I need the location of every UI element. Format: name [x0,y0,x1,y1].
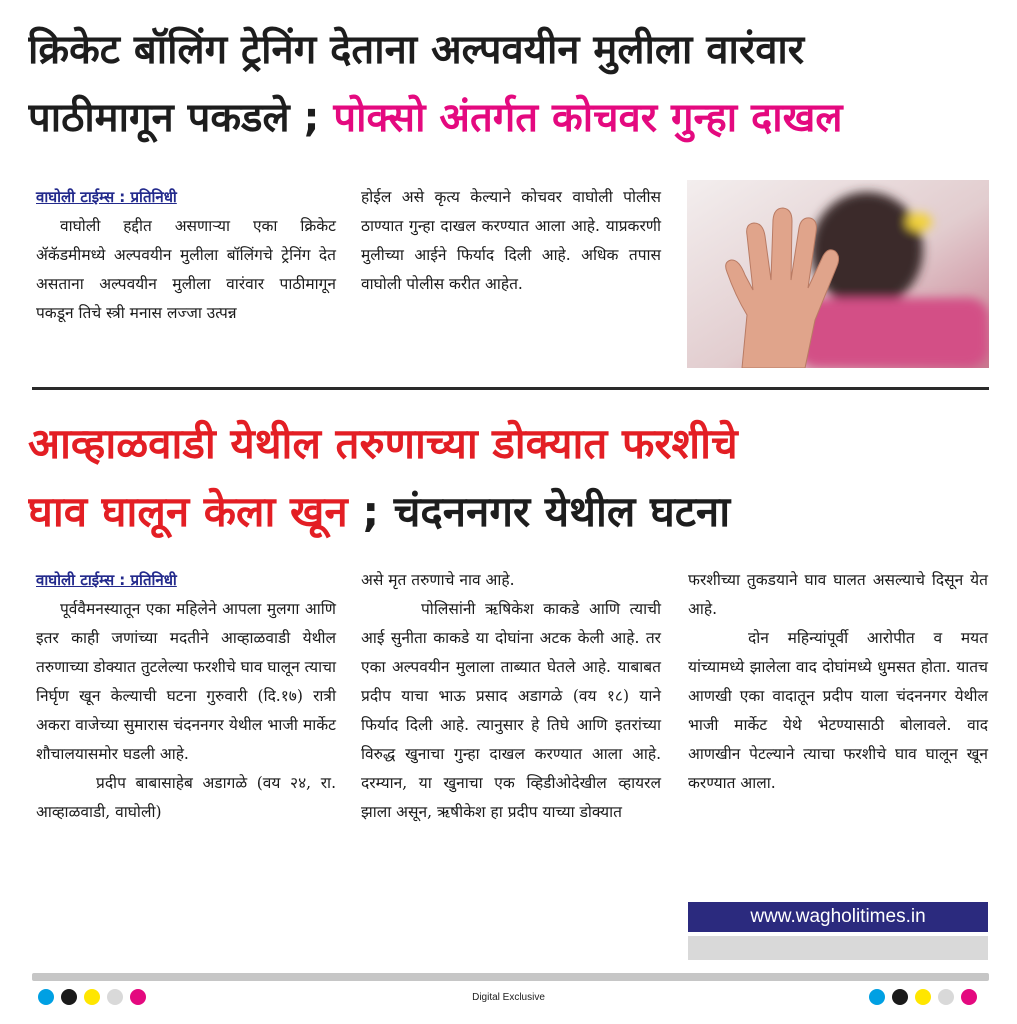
raised-hand-illustration [687,180,989,368]
article1-headline-line1: क्रिकेट बॉलिंग ट्रेनिंग देताना अल्पवयीन मुलीला वारंवार [28,27,805,73]
article2-headline-line2 [28,478,993,546]
article1-headline-pink-part: पोक्सो अंतर्गत कोचवर गुन्हा दाखल [333,95,843,141]
registration-dots-right [869,989,977,1005]
article2-paragraph-3: असे मृत तरुणाचे नाव आहे. [361,571,515,589]
section-divider [32,387,989,390]
article2-column-1 [36,566,336,827]
article1-paragraph-1: वाघोली हद्दीत असणाऱ्या एका क्रिकेट ॲकॅडमीमध्ये अल्पवयीन मुलीला बॉलिंगचे ट्रेनिंग देत असताना अल्पवयीन मुलीला वारंवार पाठीमागून पकडून तिचे स्त्री मनास लज्जा उत्पन्न [36,217,336,322]
website-url-banner[interactable]: www.wagholitimes.in [688,902,988,932]
article2-column-3 [688,566,988,798]
article2-headline-dark-part: ; चंदननगर येथील घटना [362,487,731,536]
article1-photo [687,180,989,368]
article1-headline-dark-part: पाठीमागून पकडले ; [28,95,334,141]
article1-column-2 [361,183,661,299]
article2-paragraph-1: पूर्ववैमनस्यातून एका महिलेने आपला मुलगा आणि इतर काही जणांच्या मदतीने आव्हाळवाडी येथील तरुणाच्या डोक्यात तुटलेल्या फरशीचे घाव घालून त्याचा निर्घृण खून केल्याची घटना गुरुवारी (दि.१७) रात्री अकरा वाजेच्या सुमारास चंदननगर येथील भाजी मार्केट शौचालयासमोर घडली आहे. [36,600,336,763]
footer-label: Digital Exclusive [472,992,545,1003]
article2-headline-red-part: घाव घालून केला खून [28,487,363,536]
magenta-dot [961,989,977,1005]
cyan-dot [869,989,885,1005]
article2-column-2 [361,566,661,827]
article2-paragraph-6: दोन महिन्यांपूर्वी आरोपीत व मयत यांच्यामध्ये झालेला वाद दोघांमध्ये धुमसत होता. यातच आणखी एका वादातून प्रदीप याला चंदननगर येथील भाजी मार्केट येथे भेटण्यासाठी बोलावले. वाद आणखीन पेटल्याने त्याचा फरशीचे घाव घालून खून करण्यात आला. [688,629,988,792]
article2-paragraph-5: फरशीच्या तुकडयाने घाव घालत असल्याचे दिसून येत आहे. [688,571,988,618]
article1-headline-line2 [28,84,993,152]
grey-strip [688,936,988,960]
article2-headline-line1: आव्हाळवाडी येथील तरुणाच्या डोक्यात फरशीचे [28,419,738,468]
article2-paragraph-4: पोलिसांनी ऋषिकेश काकडे आणि त्याची आई सुनीता काकडे या दोघांना अटक केली आहे. तर एका अल्पवयीन मुलाला ताब्यात घेतले आहे. याबाबत प्रदीप याचा भाऊ प्रसाद अडागळे (वय १८) याने फिर्याद दिली आहे. त्यानुसार हे तिघे आणि इतरांच्या विरुद्ध खुनाचा गुन्हा दाखल करण्यात आला आहे. दरम्यान, या खुनाचा एक व्हिडीओदेखील व्हायरल झाला असून, ऋषीकेश हा प्रदीप याच्या डोक्यात [361,600,661,821]
article1-paragraph-2: होईल असे कृत्य केल्याने कोचवर वाघोली पोलीस ठाण्यात गुन्हा दाखल करण्यात आला आहे. याप्रकरणी मुलीच्या आईने फिर्याद दिली आहे. अधिक तपास वाघोली पोलीस करीत आहेत. [361,188,661,293]
black-dot [892,989,908,1005]
yellow-dot [915,989,931,1005]
article2-paragraph-2: प्रदीप बाबासाहेब अडागळे (वय २४, रा. आव्हाळवाडी, वाघोली) [36,774,336,821]
article1-column-1 [36,183,336,328]
article2-byline: वाघोली टाईम्स : प्रतिनिधी [36,571,177,589]
bottom-rule [32,973,989,981]
article1-byline: वाघोली टाईम्स : प्रतिनिधी [36,188,177,206]
grey-dot [938,989,954,1005]
